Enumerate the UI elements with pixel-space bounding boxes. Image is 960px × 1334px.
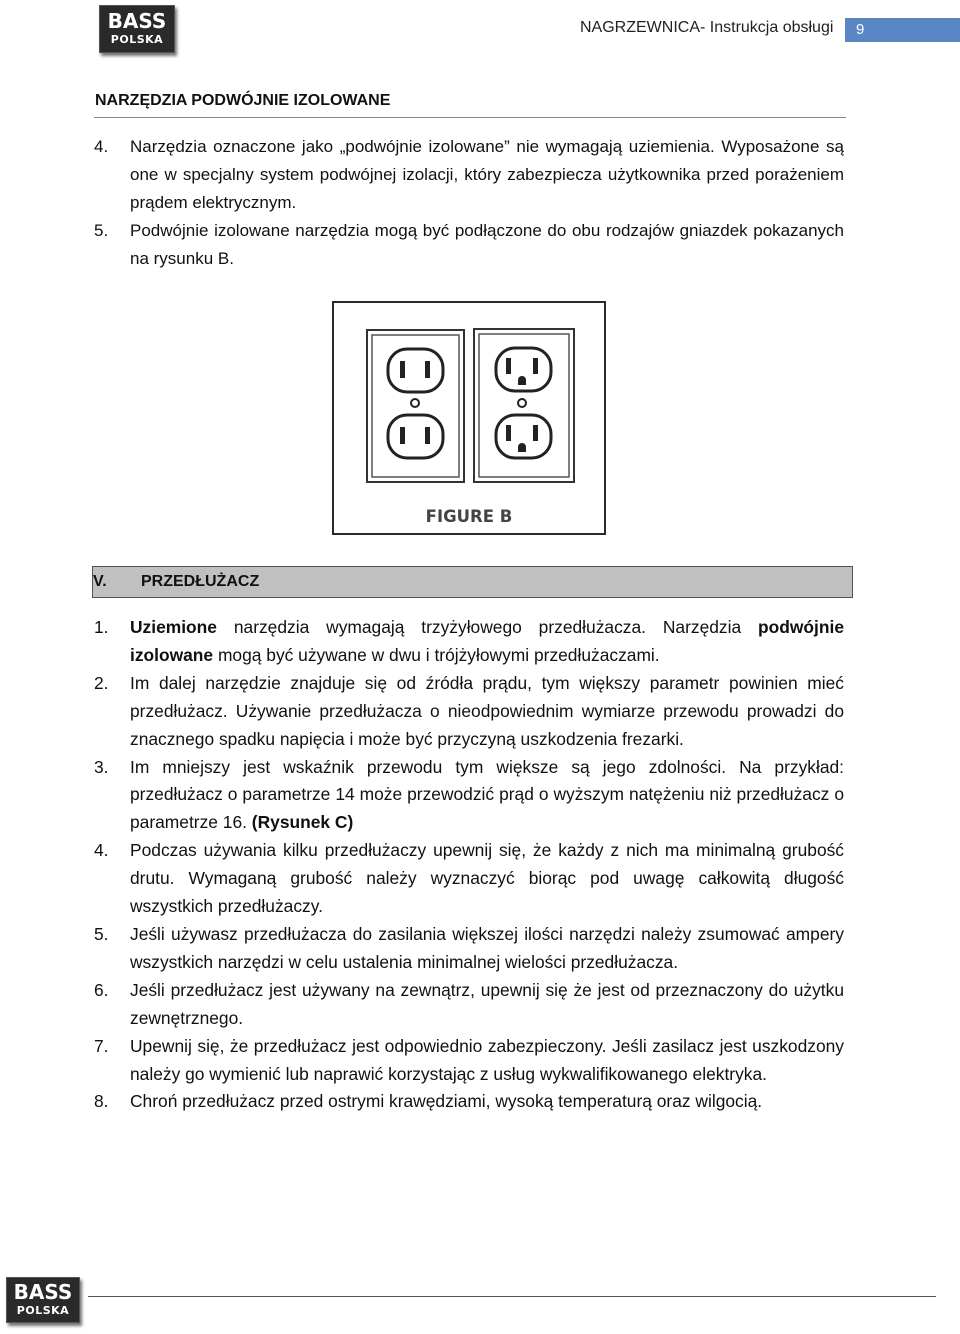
section-number: V. <box>93 573 107 590</box>
item-text: Podczas używania kilku przedłużaczy upewnij się, że każdy z nich ma minimalną grubość drutu. Wymaganą grubość należy wyznaczyć biorąc pod uwagę całkowitą długość wszystkich przedłużaczy. <box>130 840 844 917</box>
item-number: 4. <box>94 137 109 156</box>
item-number: 5. <box>94 923 109 944</box>
section-title: PRZEDŁUŻACZ <box>141 573 260 590</box>
item-number: 8. <box>94 1091 109 1112</box>
item-number: 5. <box>94 221 109 240</box>
item-text: Im dalej narzędzie znajduje się od źródła prądu, tym większy parametr powinien mieć przedłużacz. Używanie przedłużacza o nieodpowiednim wymiarze przewodu prowadzi do znacznego spadku napięcia i może być przyczyną uszkodzenia frezarki. <box>130 672 844 749</box>
logo-text-sub: POLSKA <box>16 1304 70 1317</box>
item-text: Narzędzia oznaczone jako „podwójnie izolowane” nie wymagają uziemienia. Wyposażone są one w specjalny system podwójnej izolacji, który zabezpiecza użytkownika przed porażeniem prądem elektrycznym. <box>130 137 844 212</box>
list-item <box>94 1033 844 1089</box>
item-text-bold: Uziemione <box>130 617 217 637</box>
item-text-bold: (Rysunek C) <box>251 812 354 833</box>
footer-logo <box>6 1277 80 1323</box>
item-text: Upewnij się, że przedłużacz jest odpowiednio zabezpieczony. Jeśli zasilacz jest uszkodzony należy go wymienić lub naprawić korzystając z usług wykwalifikowanego elektryka. <box>130 1035 844 1084</box>
figure-caption: FIGURE B <box>425 507 513 526</box>
item-text: mogą być używane w dwu i trójżyłowymi przedłużaczami. <box>213 644 660 665</box>
double-insulated-list <box>94 133 844 273</box>
footer-divider <box>88 1296 936 1297</box>
page-number: 9 <box>845 18 960 42</box>
figure-outlets <box>332 301 606 535</box>
item-text: Jeśli używasz przedłużacza do zasilania większej ilości narzędzi należy zsumować ampery wszystkich narzędzi w celu ustalenia minimalnej wielości przedłużacza. <box>130 923 844 972</box>
section-header-bar <box>92 566 853 598</box>
logo-text-sub: POLSKA <box>110 33 164 46</box>
logo-text-main: BASS <box>13 1280 73 1304</box>
list-item <box>94 217 844 273</box>
item-number: 6. <box>94 979 109 1000</box>
logo-text-main: BASS <box>107 9 167 33</box>
item-text: Im mniejszy jest wskaźnik przewodu tym większe są jego zdolności. Na przykład: przedłużacz o parametrze 14 może przewodzić prąd o wyższym natężeniu niż przedłużacz o parametrze 16. <box>130 756 844 833</box>
item-number: 7. <box>94 1035 109 1056</box>
item-text: Chroń przedłużacz przed ostrymi krawędziami, wysoką temperaturą oraz wilgocią. <box>130 1091 763 1112</box>
item-text-bold: podwójnie izolowane <box>130 617 844 665</box>
section-heading: NARZĘDZIA PODWÓJNIE IZOLOWANE <box>95 92 391 109</box>
item-number: 4. <box>94 840 109 861</box>
item-number: 2. <box>94 672 109 693</box>
list-item <box>94 977 844 1033</box>
list-item <box>94 754 844 838</box>
item-text: Jeśli przedłużacz jest używany na zewnątrz, upewnij się że jest od przeznaczony do użytku zewnętrznego. <box>130 979 844 1028</box>
document-title: NAGRZEWNICA- Instrukcja obsługi <box>580 19 834 36</box>
outlets-illustration <box>334 303 604 533</box>
brand-logo <box>99 5 175 53</box>
item-number: 1. <box>94 617 109 637</box>
list-item <box>94 670 844 754</box>
section-divider <box>94 117 846 118</box>
list-item <box>94 921 844 977</box>
list-item <box>94 837 844 921</box>
item-text: Podwójnie izolowane narzędzia mogą być podłączone do obu rodzajów gniazdek pokazanych na rysunku B. <box>130 221 844 268</box>
item-number: 3. <box>94 756 109 777</box>
three-prong-outlet-plate <box>474 329 574 482</box>
item-text: narzędzia wymagają trzyżyłowego przedłużacza. Narzędzia <box>216 617 759 637</box>
extension-cord-list <box>94 614 844 1116</box>
list-item <box>94 1088 844 1116</box>
list-item <box>94 133 844 217</box>
two-prong-outlet-plate <box>367 330 464 482</box>
list-item <box>94 614 844 670</box>
